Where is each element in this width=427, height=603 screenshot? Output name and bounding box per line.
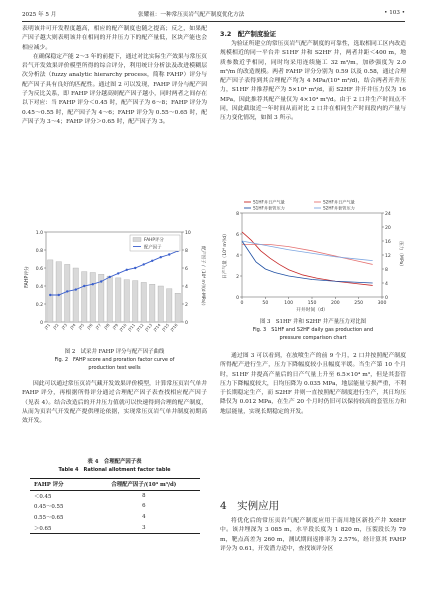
- x-tick-label: JY9: [111, 322, 120, 331]
- x-tick-label: JY1: [43, 322, 52, 331]
- x-tick-label: JY15: [160, 322, 171, 332]
- left-column-top: [22, 25, 207, 127]
- fahp-bar: [82, 272, 87, 322]
- fahp-bar: [124, 280, 129, 322]
- table-cell: 8: [142, 492, 146, 499]
- table-4-title-cn: 表 4 合理配产因子表: [87, 459, 142, 465]
- paragraph: 表明该井可开发程度越高，相应的配产制度也随之提高；反之，如果配产因子越大则表明该井在相同的开井压力下的配产量低，区块产能也会相应减少。: [22, 26, 207, 51]
- fahp-bar: [56, 262, 61, 322]
- left-column-bottom: [22, 380, 207, 426]
- proration-factor-point: [160, 256, 162, 258]
- table-row: [30, 522, 200, 533]
- x-tick-label: JY12: [135, 322, 145, 332]
- proration-factor-point: [134, 267, 136, 269]
- issue-date: 2025 年 5 月: [22, 12, 57, 18]
- fahp-bar: [107, 276, 112, 322]
- proration-factor-point: [83, 285, 85, 287]
- y-axis-label: FAHP评分: [25, 266, 30, 288]
- paragraph: 因此可以通过常压页岩气藏开发效果评价模型，计算常压页岩气单井 FAHP 评分，再根据所得评分通过合理配产因子表查找相应配产因子（见表 4）。结合改造后的开井压力值就可以快速得到合理的配产制度，从而为页岩气开发配产提供理论依据，实现常压页岩气单井制度初期高效开发。: [22, 381, 207, 425]
- x-tick-label: JY4: [68, 322, 77, 331]
- x-tick-label: JY16: [169, 322, 179, 332]
- y-tick-label: 0: [40, 320, 43, 326]
- x-tick-label: JY3: [60, 322, 69, 331]
- y2-tick-label: 24: [385, 211, 391, 217]
- figure-2-caption-en-1: Fig. 2 FAHP score and proration factor curve of: [54, 357, 175, 363]
- x-tick-label: JY5: [77, 322, 86, 331]
- running-header: [22, 10, 405, 20]
- legend-label: S1HF井套管压力: [253, 205, 285, 211]
- x-tick-label: JY6: [85, 322, 94, 331]
- table-4-title-en: Table 4 Rational allotment factor table: [58, 467, 171, 473]
- proration-factor-point: [117, 272, 119, 274]
- paragraph: 通过图 3 可以看到，在放喷生产的前 9 个月，2 口井按照配产制度所得配产进行生产，压力下降幅度较小且幅度平缓。当生产第 10 个月时，S1HF 井提高产量后的日产气量上升至 6.5×10⁴ m³，但是其套管压力下降幅度较大，日均压降为 0.035 MPa，地层能量亏损严重，不利于长期稳定生产，而 S2HF 井则一直按照配产制度进行生产，其日均压降仅为 0.012 MPa，在生产 20 个月时仍旧可以保持较高的套管压力和地层能量，实现长期稳定的开发。: [220, 353, 406, 415]
- y2-tick-label: 6: [185, 266, 188, 272]
- x-tick-label: JY11: [126, 322, 137, 332]
- y2-axis-label: 压力（MPa）: [398, 241, 403, 269]
- table-header-cell: FAHP 评分: [34, 482, 64, 489]
- y-tick-label: 0: [236, 295, 239, 301]
- x-tick-label: 150: [307, 301, 317, 306]
- x-tick-label: JY14: [152, 322, 162, 332]
- proration-factor-point: [143, 263, 145, 265]
- y2-tick-label: 12: [385, 253, 391, 259]
- legend-label: FAHP评分: [144, 238, 164, 243]
- table-row: [30, 512, 200, 523]
- x-tick-label: JY8: [102, 322, 111, 331]
- proration-factor-point: [92, 283, 94, 285]
- figure-2-caption-en-2: production test wells: [88, 365, 141, 371]
- x-tick-label: JY13: [143, 322, 154, 332]
- series-line: [242, 245, 373, 265]
- proration-factor-point: [151, 260, 153, 262]
- x-tick-label: JY10: [118, 322, 128, 332]
- rational-allotment-table: [30, 478, 200, 534]
- y2-tick-label: 8: [185, 248, 188, 254]
- y2-tick-label: 20: [385, 225, 391, 231]
- section-4-heading: 4 实例应用: [220, 500, 280, 512]
- y-tick-label: 0.8: [35, 248, 43, 254]
- fahp-bar: [158, 286, 163, 322]
- figure-2-caption-cn: 图 2 试采井 FAHP 评分与配产因子曲线: [64, 349, 165, 355]
- table-row: [30, 501, 200, 512]
- legend-label: S1HF井日产气量: [253, 199, 285, 205]
- y2-tick-label: 0: [385, 295, 388, 301]
- table-cell: 6: [142, 503, 146, 510]
- y2-tick-label: 8: [385, 267, 388, 273]
- series-line: [242, 241, 373, 261]
- x-tick-label: 250: [354, 301, 364, 306]
- figure-3-caption-en-1: Fig. 3 S1HF and S2HF daily gas production and: [252, 327, 374, 333]
- proration-factor-point: [109, 276, 111, 278]
- table-4-title: [22, 458, 207, 474]
- page-number: • 103 •: [384, 10, 405, 16]
- fahp-bar: [141, 282, 146, 322]
- fahp-bar: [150, 284, 155, 322]
- y-tick-label: 0.4: [35, 284, 43, 290]
- table-cell: ＞0.65: [34, 525, 52, 532]
- x-tick-label: 100: [284, 301, 294, 306]
- table-cell: 0.45～0.55: [34, 504, 64, 511]
- y2-tick-label: 2: [185, 302, 188, 308]
- paragraph: 将优化后的常压页岩气配产制度应用于南川地区新投产井 X6HF 中。该井埋深为 3 085 m，水平段长度为 1 820 m，压裂段长为 79 m，靶点高差为 260 m，测试期间返排率为 2.57%，经计算其 FAHP 评分为 0.61，开发潜力适中，查找该评分区: [220, 518, 406, 552]
- y-tick-label: 2: [236, 274, 239, 280]
- y-tick-label: 0.2: [35, 302, 43, 308]
- legend-label: S2HF井套管压力: [323, 205, 355, 211]
- y-tick-label: 4: [236, 253, 239, 259]
- paragraph: 为验证所建立的常压页岩气配产制度的可靠性，选取相同工区内改造规模相近的同一平台井 S1HF 井和 S2HF 井，两者井距＜400 m，地质参数近乎相同，同时均采用连续施工 32 m³/m，加砂强度为 2.0 m³/m 的改造规模。两者 FAHP 评分分别为 0.59 以及 0.58，通过合理配产因子表得到其合理配产均为 4 MPa/(10⁴ m³/d)，结合两者开井压力，S1HF 井推荐配产为 5×10⁴ m³/d，而 S2HF 井开井压力仅为 16 MPa，因此推荐其配产量仅为 4×10⁴ m³/d。由于 2 口井生产时间点不同，因此截取近一年时间从而对比 2 口井在相同生产时间段内的产量与压力变化情况，如图 3 所示。: [220, 41, 406, 122]
- fahp-bar: [175, 293, 180, 322]
- production-pressure-chart: [220, 197, 406, 317]
- x-tick-label: 300: [377, 301, 387, 306]
- y2-tick-label: 4: [385, 281, 388, 287]
- proration-factor-point: [58, 294, 60, 296]
- figure-2: [22, 222, 207, 347]
- fahp-bar: [133, 281, 138, 322]
- y-tick-label: 8: [236, 211, 239, 217]
- table-cell: 0.55～0.65: [34, 515, 64, 522]
- fahp-bar: [90, 273, 95, 323]
- paragraph: 在确保稳定产能 2～3 年的前提下，通过对比实际生产效果与常压页岩气开发效果评价模型所得的综合评分，利用统计分析法及改进模糊层次分析法（fuzzy analytic hierarchy process，简称 FAHP）评分与配产因子具有良好的匹配性。通过图 2 可以发现，FAHP 评分与配产因子为反比关系，即 FAHP 评分越高则配产因子越小，同时两者之间存在以下对应：当 FAHP 评分＜0.45 时，配产因子为 6～8；FAHP 评分为 0.45～0.55 时，配产因子为 4～6；FAHP 评分为 0.55～0.65 时，配产因子为 3～4；FAHP 评分＞0.65 时，配产因子为 3。: [22, 53, 207, 125]
- y2-tick-label: 10: [185, 230, 191, 236]
- y-tick-label: 0.6: [35, 266, 43, 272]
- header-rule: [22, 21, 405, 22]
- table-header-row: [30, 479, 200, 491]
- y-tick-label: 1.0: [35, 230, 43, 236]
- fahp-bar: [48, 260, 53, 322]
- x-tick-label: 0: [240, 301, 244, 306]
- proration-factor-point: [75, 288, 77, 290]
- table-cell: 3: [142, 524, 146, 531]
- proration-factor-point: [66, 290, 68, 292]
- figure-2-caption: [22, 348, 207, 372]
- figure-3-caption-en-2: pressure comparison chart: [279, 335, 347, 341]
- fahp-bar: [73, 268, 78, 322]
- x-tick-label: 200: [330, 301, 340, 306]
- fahp-bar: [65, 264, 70, 322]
- x-tick-label: 50: [262, 301, 269, 306]
- right-column-para-3: [220, 517, 406, 554]
- table-cell: ＜0.45: [34, 493, 52, 500]
- x-axis-label: 开井时间（d）: [296, 308, 328, 313]
- figure-3-caption: [220, 318, 406, 342]
- right-column-para-2: [220, 352, 406, 417]
- legend-label: S2HF井日产气量: [323, 199, 355, 205]
- right-column-para-1: [220, 40, 406, 124]
- x-tick-label: JY2: [51, 322, 60, 331]
- y-tick-label: 6: [236, 232, 239, 238]
- series-line: [242, 241, 373, 283]
- y2-tick-label: 0: [185, 320, 188, 326]
- y2-tick-label: 16: [385, 239, 391, 245]
- y2-axis-label: 配产因子 /（10⁴ m³/(d·MPa)）: [200, 245, 205, 309]
- table-cell: 4: [142, 514, 146, 521]
- proration-factor-point: [100, 280, 102, 282]
- fahp-bar: [167, 289, 172, 322]
- section-3-2-heading: 3.2 配产制度验证: [220, 30, 277, 38]
- x-tick-label: JY7: [94, 322, 103, 331]
- figure-3: [220, 197, 406, 317]
- legend-label: 配产因子: [144, 245, 162, 251]
- proration-factor-point: [49, 294, 51, 296]
- proration-factor-point: [126, 269, 128, 271]
- table-header-cell: 合理配产因子/(10⁴ m³/d): [111, 482, 177, 489]
- proration-factor-point: [168, 253, 170, 255]
- table-row: [30, 490, 200, 501]
- fahp-proration-chart: [22, 222, 207, 347]
- running-title: 张耀祖：一种常压页岩气配产制度优化方法: [138, 12, 245, 18]
- y2-tick-label: 4: [185, 284, 188, 290]
- legend-swatch-bar: [133, 238, 141, 242]
- fahp-bar: [116, 278, 121, 322]
- figure-3-caption-cn: 图 3 S1HF 井和 S2HF 井产量压力对比图: [259, 319, 367, 325]
- y-axis-label: 日产气量（10⁴ m³/d）: [223, 231, 228, 279]
